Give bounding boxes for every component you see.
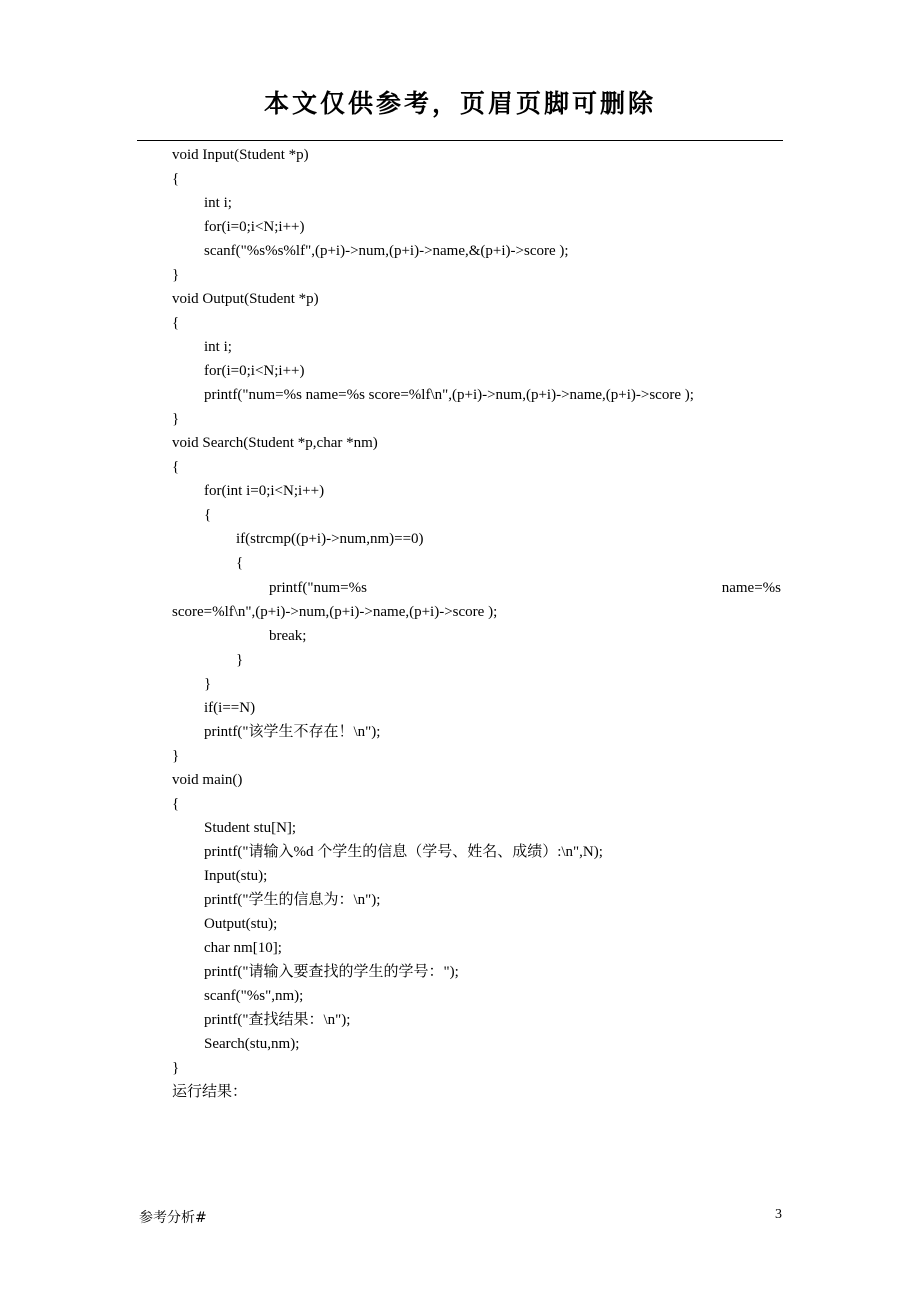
code-line: printf("请输入要查找的学生的学号："); xyxy=(204,964,459,980)
code-line: int i; xyxy=(204,195,232,211)
code-line: { xyxy=(172,459,180,475)
code-line: } xyxy=(236,652,244,668)
code-line: Input(stu); xyxy=(204,868,268,884)
code-line: printf("num=%s xyxy=(269,580,367,596)
code-line: { xyxy=(172,796,180,812)
code-line: char nm[10]; xyxy=(204,940,282,956)
code-line: void Input(Student *p) xyxy=(172,147,309,163)
code-line: printf("该学生不存在！\n"); xyxy=(204,724,381,740)
code-line: printf("请输入%d 个学生的信息（学号、姓名、成绩）:\n",N); xyxy=(204,844,603,860)
code-line: } xyxy=(172,748,180,764)
code-line: void Output(Student *p) xyxy=(172,291,319,307)
page-header: 本文仅供参考，页眉页脚可删除 xyxy=(263,89,656,118)
code-line: score=%lf\n",(p+i)->num,(p+i)->name,(p+i)->score ); xyxy=(172,604,498,620)
code-line: for(i=0;i<N;i++) xyxy=(204,363,305,379)
code-line: int i; xyxy=(204,339,232,355)
code-line-fragment: name=%s xyxy=(721,580,781,596)
code-line: } xyxy=(172,267,180,283)
code-line: } xyxy=(204,676,212,692)
code-line: { xyxy=(172,315,180,331)
code-line: for(int i=0;i<N;i++) xyxy=(204,483,325,499)
code-line: } xyxy=(172,411,180,427)
code-line: { xyxy=(172,171,180,187)
code-line: if(i==N) xyxy=(204,700,256,716)
run-result-label: 运行结果： xyxy=(172,1084,248,1100)
code-line: if(strcmp((p+i)->num,nm)==0) xyxy=(236,531,424,547)
code-line: printf("num=%s name=%s score=%lf\n",(p+i)->num,(p+i)->name,(p+i)->score ); xyxy=(204,387,694,403)
code-line: void main() xyxy=(172,772,243,788)
code-line: void Search(Student *p,char *nm) xyxy=(172,435,378,451)
code-line: break; xyxy=(269,628,307,644)
code-line: printf("查找结果：\n"); xyxy=(204,1012,351,1028)
code-line: } xyxy=(172,1060,180,1076)
code-line: Output(stu); xyxy=(204,916,278,932)
code-line: scanf("%s%s%lf",(p+i)->num,(p+i)->name,&(p+i)->score ); xyxy=(204,243,569,259)
code-line: { xyxy=(204,507,212,523)
code-line: Student stu[N]; xyxy=(204,820,297,836)
code-line: scanf("%s",nm); xyxy=(204,988,304,1004)
footer-note: 参考分析# xyxy=(139,1210,207,1226)
code-line: { xyxy=(236,555,244,571)
code-line: Search(stu,nm); xyxy=(204,1036,300,1052)
code-line: for(i=0;i<N;i++) xyxy=(204,219,305,235)
page-number: 3 xyxy=(775,1207,782,1222)
code-line: printf("学生的信息为：\n"); xyxy=(204,892,381,908)
header-rule xyxy=(137,140,783,141)
